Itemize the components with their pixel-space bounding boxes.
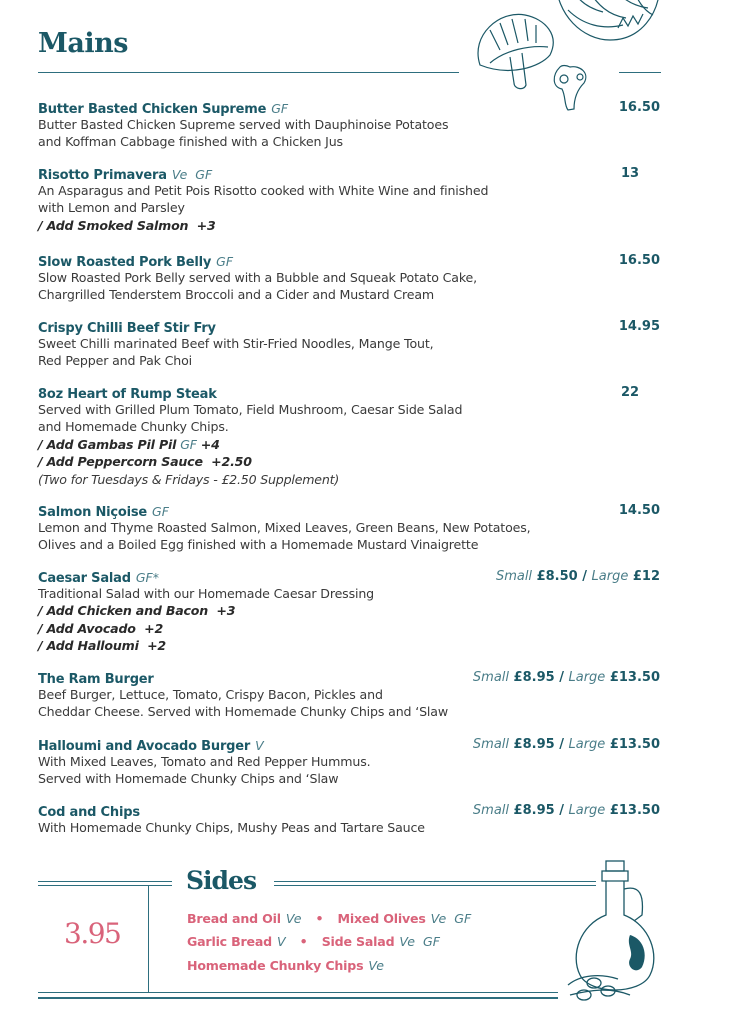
menu-item xyxy=(38,165,662,234)
addon-label: / Add Smoked Salmon xyxy=(38,217,189,233)
addon-label: / Add Gambas Pil Pil xyxy=(38,436,177,452)
dietary-tag: V xyxy=(277,934,286,949)
menu-item xyxy=(38,252,662,304)
bullet-separator: • xyxy=(315,911,324,926)
menu-item xyxy=(38,99,662,151)
addon-option xyxy=(38,217,662,234)
addon-option xyxy=(38,637,662,654)
dietary-tag: Ve xyxy=(285,911,302,926)
menu-item xyxy=(38,568,662,655)
item-description: With Mixed Leaves, Tomato and Red Pepper Hummus. xyxy=(38,754,371,769)
addon-option xyxy=(38,453,662,470)
sides-row xyxy=(187,957,384,975)
sides-divider xyxy=(274,881,596,882)
price-separator: / xyxy=(559,737,564,752)
side-item-name: Homemade Chunky Chips xyxy=(187,958,364,973)
item-description: Slow Roasted Pork Belly served with a Bubble and Squeak Potato Cake, xyxy=(38,270,477,285)
small-price: £8.95 xyxy=(513,737,555,752)
dietary-tag: Ve GF xyxy=(399,934,441,949)
addon-price: +3 xyxy=(196,217,216,233)
side-item-name: Bread and Oil xyxy=(187,911,281,926)
small-label: Small xyxy=(495,569,533,584)
item-price: 14.50 xyxy=(618,503,660,518)
addon-price: +3 xyxy=(216,603,236,619)
dietary-tag: GF* xyxy=(135,570,159,585)
item-name: Slow Roasted Pork Belly xyxy=(38,255,212,270)
header-divider-right xyxy=(619,72,661,73)
menu-item xyxy=(38,802,662,836)
price-separator: / xyxy=(582,569,587,584)
sides-title: Sides xyxy=(186,866,257,895)
addon-price: +2 xyxy=(144,620,164,636)
item-description: and Koffman Cabbage finished with a Chicken Jus xyxy=(38,134,343,150)
sides-divider xyxy=(38,992,558,993)
dietary-tag: Ve GF xyxy=(171,167,213,182)
item-description: With Homemade Chunky Chips, Mushy Peas and Tartare Sauce xyxy=(38,820,425,835)
item-description: Butter Basted Chicken Supreme served with Dauphinoise Potatoes xyxy=(38,117,449,132)
item-name: Caesar Salad xyxy=(38,571,131,586)
menu-item xyxy=(38,384,662,488)
item-name: Butter Basted Chicken Supreme xyxy=(38,102,267,117)
small-price: £8.95 xyxy=(513,670,555,685)
oil-bottle-illustration xyxy=(560,855,670,1015)
addon-price: +4 xyxy=(200,436,220,452)
item-description: with Lemon and Parsley xyxy=(38,200,185,216)
addon-label: / Add Halloumi xyxy=(38,638,139,654)
small-price: £8.95 xyxy=(513,803,555,818)
addon-label: / Add Avocado xyxy=(38,620,136,636)
item-description: Olives and a Boiled Egg finished with a Homemade Mustard Vinaigrette xyxy=(38,537,479,553)
large-label: Large xyxy=(568,670,606,685)
item-price: 16.50 xyxy=(618,100,660,115)
addon-option xyxy=(38,620,662,637)
sides-row xyxy=(187,933,440,951)
dietary-tag: GF xyxy=(180,436,197,452)
sides-divider xyxy=(38,997,558,999)
item-name: Halloumi and Avocado Burger xyxy=(38,739,251,754)
item-price-sizes xyxy=(473,802,660,819)
item-description: Traditional Salad with our Homemade Caesar Dressing xyxy=(38,586,375,601)
menu-item xyxy=(38,318,662,370)
sides-divider xyxy=(274,885,596,886)
item-description: and Homemade Chunky Chips. xyxy=(38,419,229,435)
addon-option xyxy=(38,602,662,619)
addon-label: / Add Peppercorn Sauce xyxy=(38,454,203,470)
dietary-tag: GF xyxy=(271,101,289,116)
item-description: Chargrilled Tenderstem Broccoli and a Cider and Mustard Cream xyxy=(38,287,435,303)
item-description: Served with Grilled Plum Tomato, Field Mushroom, Caesar Side Salad xyxy=(38,402,463,417)
sides-vertical-divider xyxy=(148,886,149,992)
price-separator: / xyxy=(559,670,564,685)
small-label: Small xyxy=(472,737,510,752)
dietary-tag: Ve GF xyxy=(430,911,472,926)
large-label: Large xyxy=(591,569,629,584)
item-price: 13 xyxy=(621,166,640,181)
side-item-name: Side Salad xyxy=(321,934,395,949)
addon-price: +2 xyxy=(147,638,166,654)
item-description: An Asparagus and Petit Pois Risotto cooked with White Wine and finished xyxy=(38,183,489,198)
dietary-tag: GF xyxy=(216,254,234,269)
addon-option xyxy=(38,436,662,453)
item-description: Sweet Chilli marinated Beef with Stir-Fried Noodles, Mange Tout, xyxy=(38,336,434,351)
item-price-sizes xyxy=(496,568,660,585)
item-price-sizes xyxy=(473,669,660,686)
bullet-separator: • xyxy=(299,934,308,949)
item-price: 16.50 xyxy=(618,253,660,268)
sides-divider xyxy=(38,881,172,882)
header-divider xyxy=(38,72,459,73)
price-separator: / xyxy=(559,803,564,818)
large-price: £13.50 xyxy=(609,803,660,818)
dietary-tag: Ve xyxy=(368,958,384,973)
small-price: £8.50 xyxy=(536,569,578,584)
small-label: Small xyxy=(472,670,510,685)
item-note: (Two for Tuesdays & Fridays - £2.50 Supplement) xyxy=(38,471,340,487)
item-description: Beef Burger, Lettuce, Tomato, Crispy Bacon, Pickles and xyxy=(38,687,383,702)
item-price: 22 xyxy=(621,385,640,400)
menu-item xyxy=(38,669,662,721)
menu-item xyxy=(38,736,662,788)
item-name: Cod and Chips xyxy=(38,805,140,820)
large-label: Large xyxy=(568,737,606,752)
large-label: Large xyxy=(568,803,606,818)
small-label: Small xyxy=(472,803,510,818)
item-name: Risotto Primavera xyxy=(38,168,167,183)
item-price-sizes xyxy=(473,736,660,753)
menu-item xyxy=(38,502,662,554)
item-description: Cheddar Cheese. Served with Homemade Chunky Chips and ‘Slaw xyxy=(38,704,448,720)
sides-divider xyxy=(38,885,172,886)
item-price: 14.95 xyxy=(618,319,660,334)
large-price: £12 xyxy=(632,569,660,584)
item-name: Salmon Niçoise xyxy=(38,505,148,520)
item-description: Lemon and Thyme Roasted Salmon, Mixed Leaves, Green Beans, New Potatoes, xyxy=(38,520,531,535)
large-price: £13.50 xyxy=(609,737,660,752)
sides-price: 3.95 xyxy=(64,917,121,950)
sides-row xyxy=(187,910,471,928)
item-name: 8oz Heart of Rump Steak xyxy=(38,387,217,402)
side-item-name: Garlic Bread xyxy=(187,934,272,949)
addon-label: / Add Chicken and Bacon xyxy=(38,603,209,619)
dietary-tag: GF xyxy=(152,504,169,519)
item-name: Crispy Chilli Beef Stir Fry xyxy=(38,321,216,336)
item-description: Red Pepper and Pak Choi xyxy=(38,353,193,369)
item-name: The Ram Burger xyxy=(38,672,154,687)
dietary-tag: V xyxy=(255,738,264,753)
addon-price: +2.50 xyxy=(211,454,252,470)
item-description: Served with Homemade Chunky Chips and ‘Slaw xyxy=(38,771,339,787)
side-item-name: Mixed Olives xyxy=(337,911,426,926)
large-price: £13.50 xyxy=(609,670,660,685)
mains-title: Mains xyxy=(38,28,128,59)
